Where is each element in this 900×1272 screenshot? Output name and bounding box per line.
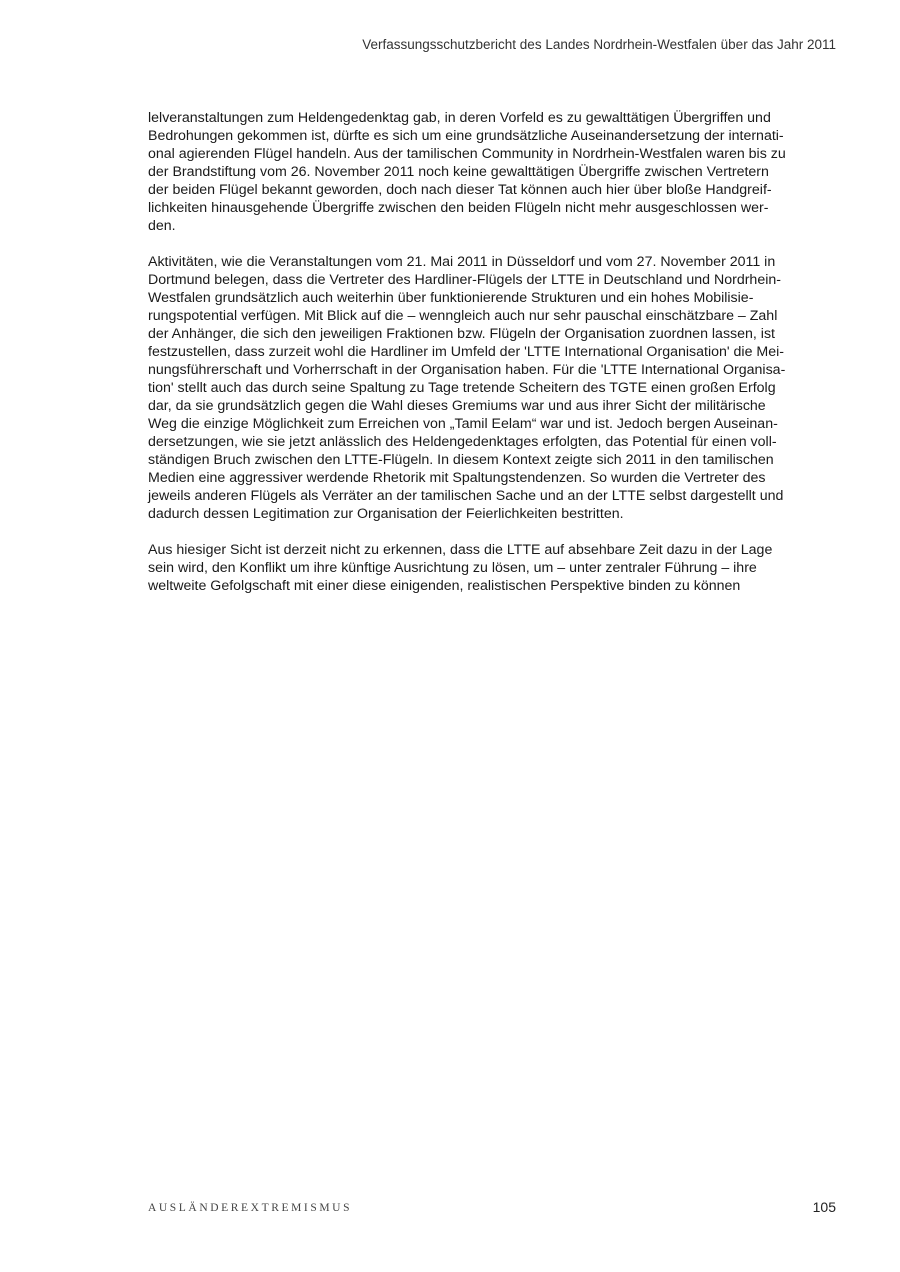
text-line: Aktivitäten, wie die Veranstaltungen vom 21. Mai 2011 in Düsseldorf und vom 27. November 2011 in [148,254,776,270]
paragraph-1 [148,109,832,235]
text-line: festzustellen, dass zurzeit wohl die Hardliner im Umfeld der 'LTTE International Organisation' die Mei- [148,344,784,360]
text-line: den. [148,218,176,234]
text-line: lichkeiten hinausgehende Übergriffe zwischen den beiden Flügeln nicht mehr ausgeschlossen wer- [148,200,769,216]
text-line: sein wird, den Konflikt um ihre künftige Ausrichtung zu lösen, um – unter zentraler Führung – ihre [148,560,757,576]
text-line: nungsführerschaft und Vorherrschaft in der Organisation haben. Für die 'LTTE International Organisa- [148,362,786,378]
text-line: lelveranstaltungen zum Heldengedenktag gab, in deren Vorfeld es zu gewalttätigen Übergriffen und [148,110,771,126]
text-line: Bedrohungen gekommen ist, dürfte es sich um eine grundsätzliche Auseinandersetzung der internati- [148,128,784,144]
page-number: 105 [812,1199,836,1215]
paragraph-2 [148,253,832,523]
text-line: Westfalen grundsätzlich auch weiterhin über funktionierende Strukturen und ein hohes Mobilisie- [148,290,754,306]
text-line: der Anhänger, die sich den jeweiligen Fraktionen bzw. Flügeln der Organisation zuordnen lassen, ist [148,326,775,342]
text-line: tion' stellt auch das durch seine Spaltung zu Tage tretende Scheitern des TGTE einen großen Erfolg [148,380,776,396]
text-line: Aus hiesiger Sicht ist derzeit nicht zu erkennen, dass die LTTE auf absehbare Zeit dazu in der Lage [148,542,773,558]
text-line: weltweite Gefolgschaft mit einer diese einigenden, realistischen Perspektive binden zu können [148,578,741,594]
text-line: rungspotential verfügen. Mit Blick auf die – wenngleich auch nur sehr pauschal einschätzbare – Zahl [148,308,778,324]
page-header: Verfassungsschutzbericht des Landes Nordrhein-Westfalen über das Jahr 2011 [362,37,836,52]
body-text [148,109,832,613]
text-line: dadurch dessen Legitimation zur Organisation der Feierlichkeiten bestritten. [148,506,624,522]
text-line: dersetzungen, wie sie jetzt anlässlich des Heldengedenktages erfolgten, das Potential für einen voll- [148,434,777,450]
text-line: der Brandstiftung vom 26. November 2011 noch keine gewalttätigen Übergriffe zwischen Vertretern [148,164,769,180]
text-line: der beiden Flügel bekannt geworden, doch nach dieser Tat können auch hier über bloße Handgreif- [148,182,772,198]
text-line: dar, da sie grundsätzlich gegen die Wahl dieses Gremiums war und aus ihrer Sicht der militärische [148,398,766,414]
paragraph-3 [148,541,832,595]
text-line: Dortmund belegen, dass die Vertreter des Hardliner-Flügels der LTTE in Deutschland und Nordrhein- [148,272,781,288]
text-line: Weg die einzige Möglichkeit zum Erreichen von „Tamil Eelam“ war und ist. Jedoch bergen Auseinan- [148,416,778,432]
footer-section-title: AUSLÄNDEREXTREMISMUS [148,1202,353,1214]
text-line: ständigen Bruch zwischen den LTTE-Flügeln. In diesem Kontext zeigte sich 2011 in den tamilischen [148,452,774,468]
text-line: onal agierenden Flügel handeln. Aus der tamilischen Community in Nordrhein-Westfalen waren bis zu [148,146,786,162]
text-line: jeweils anderen Flügels als Verräter an der tamilischen Sache und an der LTTE selbst dargestellt und [148,488,784,504]
text-line: Medien eine aggressiver werdende Rhetorik mit Spaltungstendenzen. So wurden die Vertreter des [148,470,766,486]
